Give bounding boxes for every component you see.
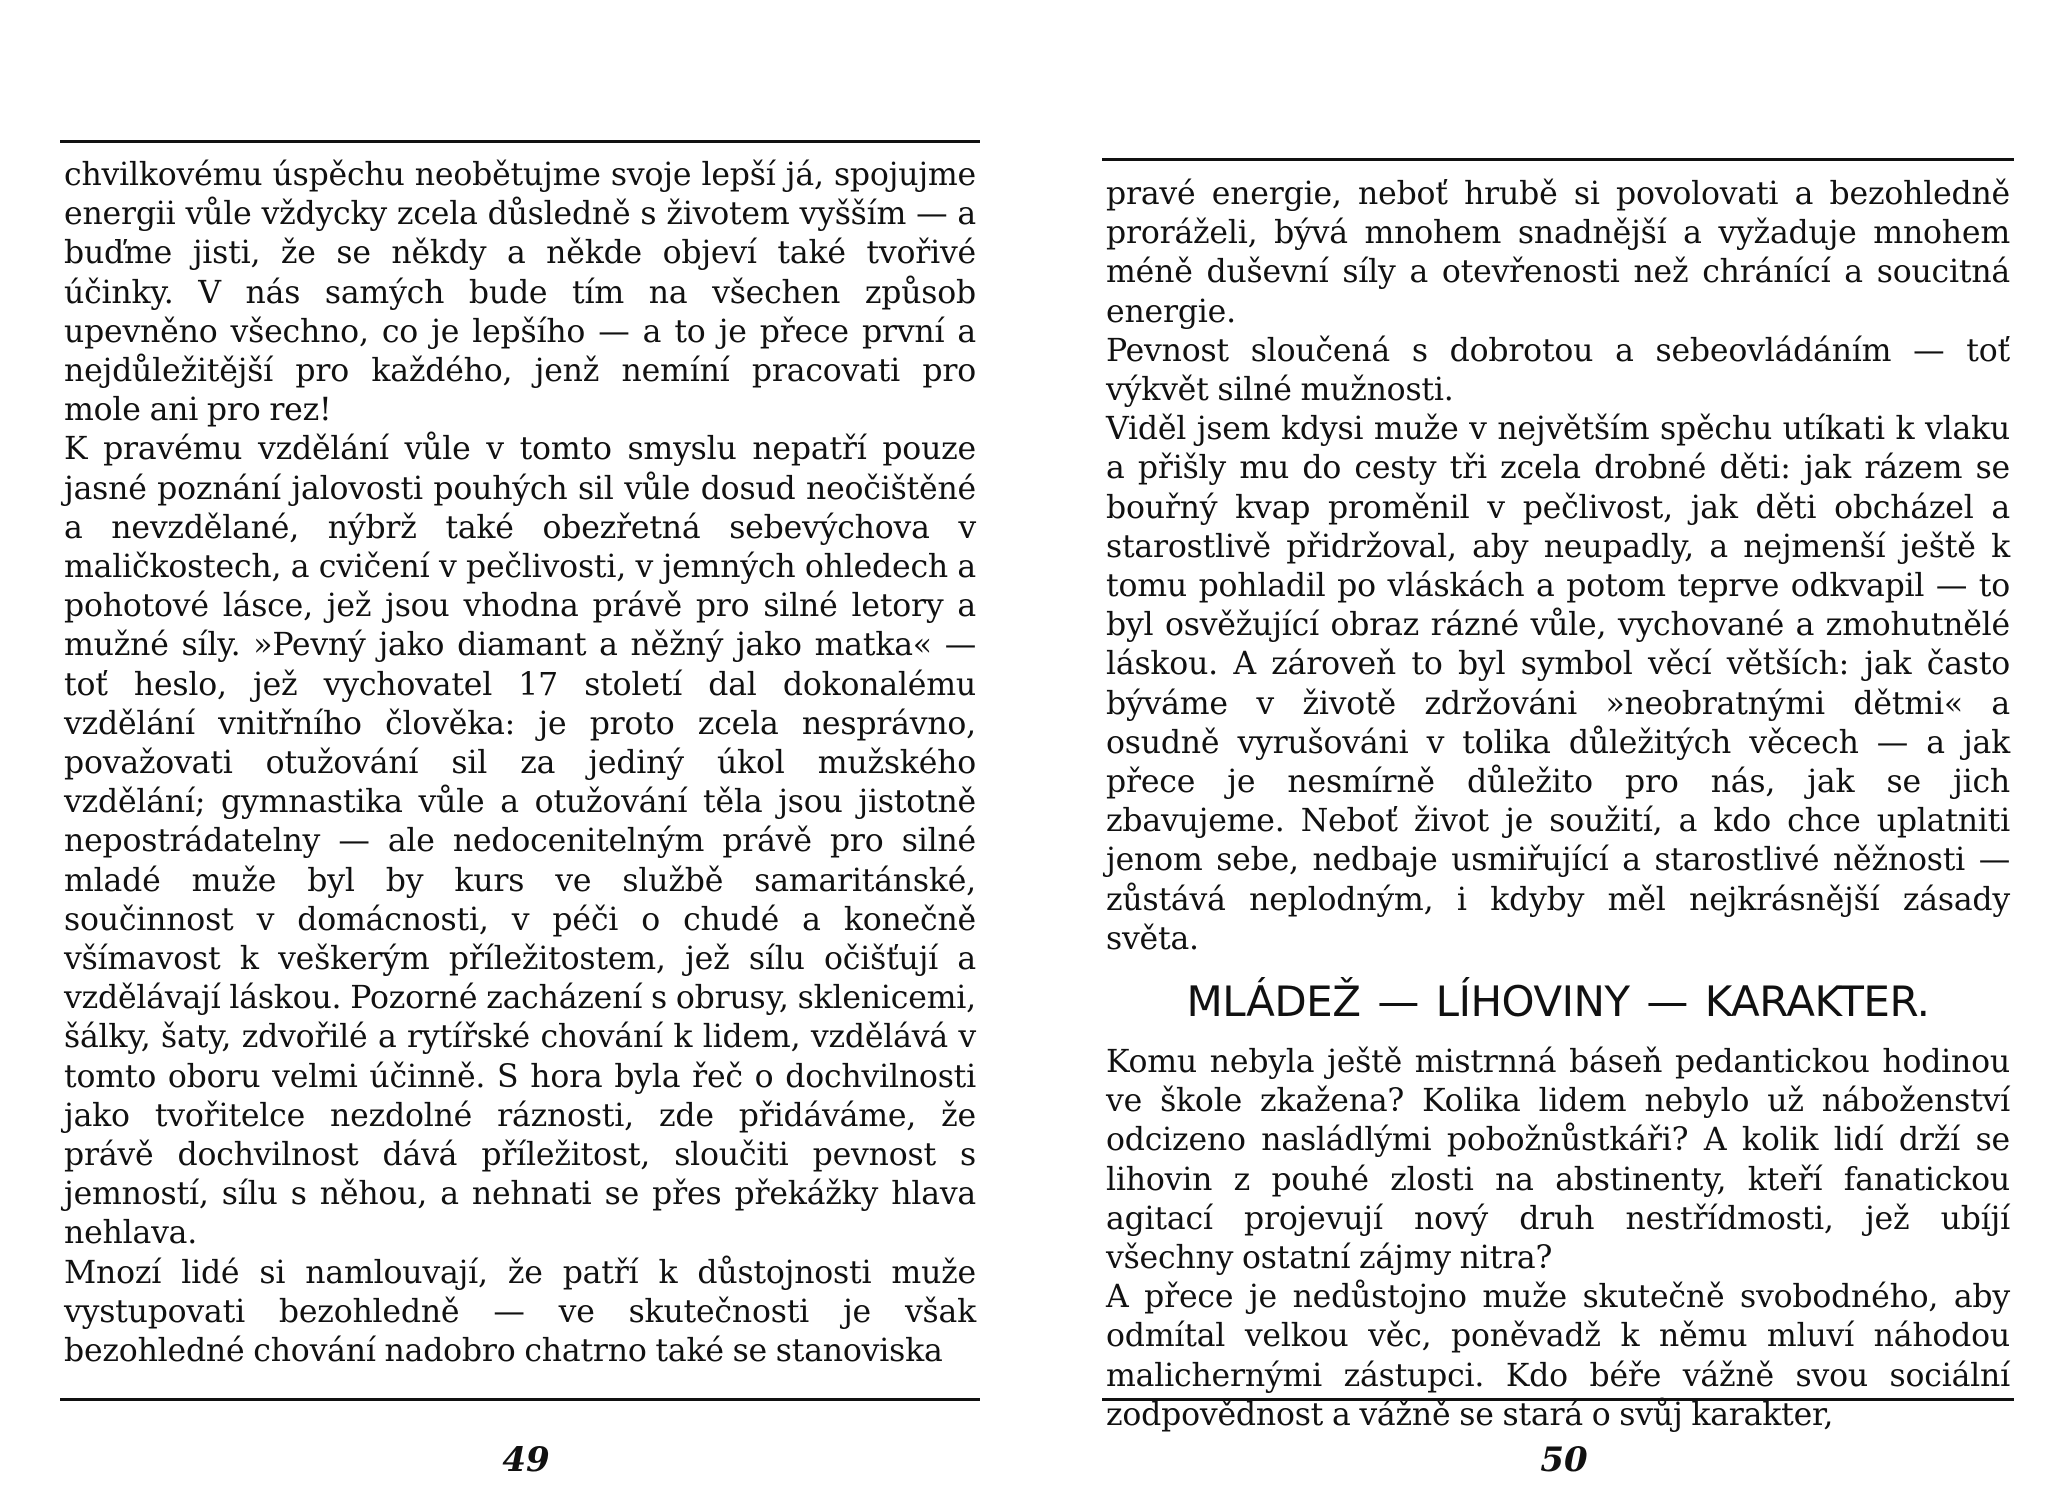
page-number: 49 [502,1440,550,1480]
top-rule [60,140,980,143]
page-number: 50 [1540,1440,1588,1480]
right-page [1102,0,2014,1500]
right-page-text [1106,175,2010,1435]
paragraph: pravé energie, neboť hrubě si povolovati a bezohledně proráželi, bývá mnohem snadnější a vyžaduje mnohem méně duševní síly a otevřenosti než chránící a soucitná energie. [1106,176,2010,330]
paragraph: Mnozí lidé si namlouvají, že patří k důstojnosti muže vystupovati bezohledně — ve skutečnosti je však bezohledné chování nadobro chatrno také se stanoviska [64,1254,976,1370]
bottom-rule [60,1398,980,1401]
paragraph: Viděl jsem kdysi muže v největším spěchu utíkati k vlaku a přišly mu do cesty tři zcela drobné děti: jak rázem se bouřný kvap proměnil v pečlivost, jak děti obcházel a starostlivě přidržoval, aby neupadly, a nejmenší ještě k tomu pohladil po vláskách a potom teprve odkvapil — to byl osvěžující obraz rázné vůle, vychované a zmohutnělé láskou. A zároveň to byl symbol věcí větších: jak často býváme v životě zdržováni »neobratnými dětmi« a osudně vyrušováni v tolika důležitých věcech — a jak přece je nesmírně důležito pro nás, jak se jich zbavujeme. Neboť život je soužití, a kdo chce uplatniti jenom sebe, nedbaje usmiřující a starostlivé něžnosti — zůstává neplodným, i kdyby měl nejkrásnější zásady světa. [1106,411,2010,957]
paragraph: K pravému vzdělání vůle v tomto smyslu nepatří pouze jasné poznání jalovosti pouhých sil vůle dosud neočištěné a nevzdělané, nýbrž také obezřetná sebevýchova v maličkostech, a cvičení v pečlivosti, v jemných ohledech a pohotové lásce, jež jsou vhodna právě pro silné letory a mužné síly. »Pevný jako diamant a něžný jako matka« — toť heslo, jež vychovatel 17 století dal dokonalému vzdělání vnitřního člověka: je proto zcela nesprávno, považovati otužování sil za jediný úkol mužského vzdělání; gymnastika vůle a otužování těla jsou jistotně nepostrádatelny — ale nedocenitelným právě pro silné mladé muže byl by kurs ve službě samaritánské, součinnost v domácnosti, v péči o chudé a konečně všímavost k veškerým příležitostem, jež sílu očišťují a vzdělávají láskou. Pozorné zacházení s obrusy, sklenicemi, šálky, šaty, zdvořilé a rytířské chování k lidem, vzdělává v tomto oboru velmi účinně. S hora byla řeč o dochvilnosti jako tvořitelce nezdolné ráznosti, zde přidáváme, že právě dochvilnost dává příležitost, sloučiti pevnost s jemností, sílu s něhou, a nehnati se přes překážky hlava nehlava. [64,431,976,1252]
left-page-text [64,156,976,1371]
paragraph: chvilkovému úspěchu neobětujme svoje lepší já, spojujme energii vůle vždycky zcela důsledně s životem vyšším — a buďme jisti, že se někdy a někde objeví také tvořivé účinky. V nás samých bude tím na všechen způsob upevněno všechno, co je lepšího — a to je přece první a nejdůležitější pro každého, jenž nemíní pracovati pro mole ani pro rez! [64,157,976,429]
paragraph: A přece je nedůstojno muže skutečně svobodného, aby odmítal velkou věc, poněvadž k němu mluví náhodou malichernými zástupci. Kdo béře vážně svou sociální zodpovědnost a vážně se stará o svůj karakter, [1106,1279,2010,1433]
paragraph: Pevnost sloučená s dobrotou a sebeovládáním — toť výkvět silné mužnosti. [1106,332,2010,409]
section-title: MLÁDEŽ — LÍHOVINY — KARAKTER. [1186,977,1930,1027]
left-page [60,0,980,1500]
paragraph: Komu nebyla ještě mistrnná báseň pedantickou hodinou ve škole zkažena? Kolika lidem nebylo už náboženství odcizeno nasládlými pobožnůstkáři? A kolik lidí drží se lihovin z pouhé zlosti na abstinenty, kteří fanatickou agitací projevují nový druh nestřídmosti, jež ubíjí všechny ostatní zájmy nitra? [1106,1044,2010,1277]
top-rule [1102,158,2014,161]
bottom-rule [1102,1398,2014,1401]
